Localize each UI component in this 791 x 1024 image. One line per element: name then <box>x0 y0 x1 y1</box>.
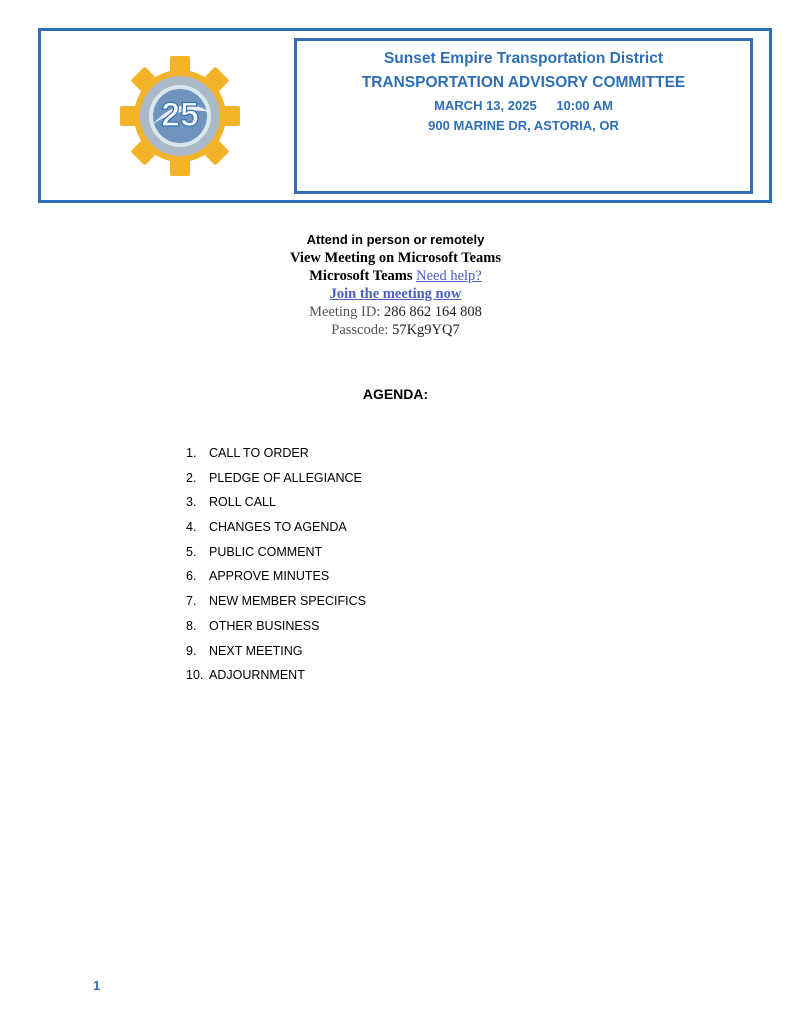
meeting-time: 10:00 AM <box>556 98 613 113</box>
agenda-list <box>186 446 366 693</box>
meeting-id-label: Meeting ID: <box>309 304 381 320</box>
meeting-id-value: 286 862 164 808 <box>384 304 482 320</box>
organization-name: Sunset Empire Transportation District <box>383 50 664 67</box>
agenda-item: 8. OTHER BUSINESS <box>186 618 320 633</box>
agenda-item: 5. PUBLIC COMMENT <box>186 544 323 559</box>
agenda-item: 2. PLEDGE OF ALLEGIANCE <box>186 470 362 485</box>
district-logo-icon <box>118 54 242 178</box>
view-meeting-line: View Meeting on Microsoft Teams <box>289 250 502 266</box>
committee-name: TRANSPORTATION ADVISORY COMMITTEE <box>361 74 686 91</box>
passcode-value: 57Kg9YQ7 <box>392 322 460 338</box>
agenda-item: 4. CHANGES TO AGENDA <box>186 520 347 535</box>
teams-label: Microsoft Teams <box>309 268 413 284</box>
page-number: 1 <box>93 978 101 993</box>
header-title-box <box>294 38 753 194</box>
agenda-item: 9. NEXT MEETING <box>186 643 303 658</box>
meeting-id-line <box>0 304 791 321</box>
meeting-date: MARCH 13, 2025 <box>434 98 537 113</box>
passcode-line <box>0 322 791 339</box>
svg-text:25: 25 <box>161 96 199 134</box>
agenda-item: 1. CALL TO ORDER <box>186 446 309 460</box>
teams-line <box>0 268 791 285</box>
meeting-address: 900 MARINE DR, ASTORIA, OR <box>428 118 619 133</box>
join-meeting-link[interactable]: Join the meeting now <box>329 286 462 302</box>
need-help-link[interactable]: Need help? <box>416 268 482 284</box>
agenda-item: 3. ROLL CALL <box>186 495 276 510</box>
attend-note: Attend in person or remotely <box>306 232 485 247</box>
meeting-date-time <box>297 98 750 113</box>
agenda-item: 7. NEW MEMBER SPECIFICS <box>186 594 366 609</box>
agenda-heading: AGENDA: <box>362 386 429 402</box>
agenda-item: 6. APPROVE MINUTES <box>186 569 330 584</box>
passcode-label: Passcode: <box>331 322 389 338</box>
agenda-item: 10. ADJOURNMENT <box>186 668 305 683</box>
